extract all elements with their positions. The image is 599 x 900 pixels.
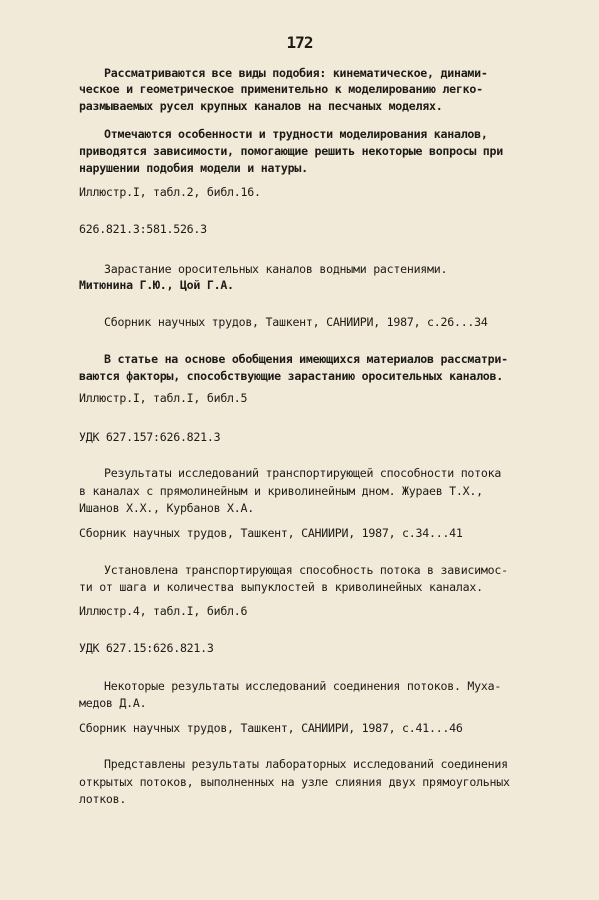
authors: медов Д.А. [79,696,147,710]
udc-code: 626.821.3:581.526.3 [79,222,207,236]
text-line: лотков. [79,792,127,806]
text-line: размываемых русел крупных каналов на песчаных моделях. [79,99,443,113]
text-line: Иллюстр.I, табл.I, библ.5 [79,391,248,405]
text-line: Некоторые результаты исследований соединения потоков. Муха- [104,679,502,693]
text-line: Результаты исследований транспортирующей способности потока [104,466,502,480]
source-line: Сборник научных трудов, Ташкент, САНИИРИ, 1987, с.34...41 [79,526,463,540]
text-line: ваются факторы, способствующие зарастанию оросительных каналов. [79,369,503,383]
text-line: открытых потоков, выполненных на узле слияния двух прямоугольных [79,775,510,789]
text-line: ческое и геометрическое применительно к моделированию легко- [79,82,483,96]
authors: Ишанов Х.Х., Курбанов Х.А. [79,501,254,515]
text-line: приводятся зависимости, помогающие решить некоторые вопросы при [79,144,503,158]
text-line: в каналах с прямолинейным и криволинейным дном. Жураев Т.Х., [79,484,483,498]
text-line: Представлены результаты лабораторных исследований соединения [104,757,508,771]
source-line: Сборник научных трудов, Ташкент, САНИИРИ, 1987, с.26...34 [104,315,488,329]
text-line: Отмечаются особенности и трудности моделирования каналов, [104,127,488,141]
page-number: 172 [286,33,313,52]
text-line: Иллюстр.4, табл.I, библ.6 [79,604,248,618]
text-line: Установлена транспортирующая способность потока в зависимос- [104,563,508,577]
udc-code: УДК 627.15:626.821.3 [79,641,214,655]
text-line: Рассматриваются все виды подобия: кинематическое, динами- [104,66,488,80]
text-line: Иллюстр.I, табл.2, библ.16. [79,185,261,199]
authors: Митюнина Г.Ю., Цой Г.А. [79,278,234,292]
text-line: В статье на основе обобщения имеющихся материалов рассматри- [104,352,508,366]
text-line: Зарастание оросительных каналов водными растениями. [104,262,448,276]
udc-code: УДК 627.157:626.821.3 [79,430,221,444]
text-line: ти от шага и количества выпуклостей в криволинейных каналах. [79,580,483,594]
text-line: нарушении подобия модели и натуры. [79,161,308,175]
source-line: Сборник научных трудов, Ташкент, САНИИРИ, 1987, с.41...46 [79,721,463,735]
